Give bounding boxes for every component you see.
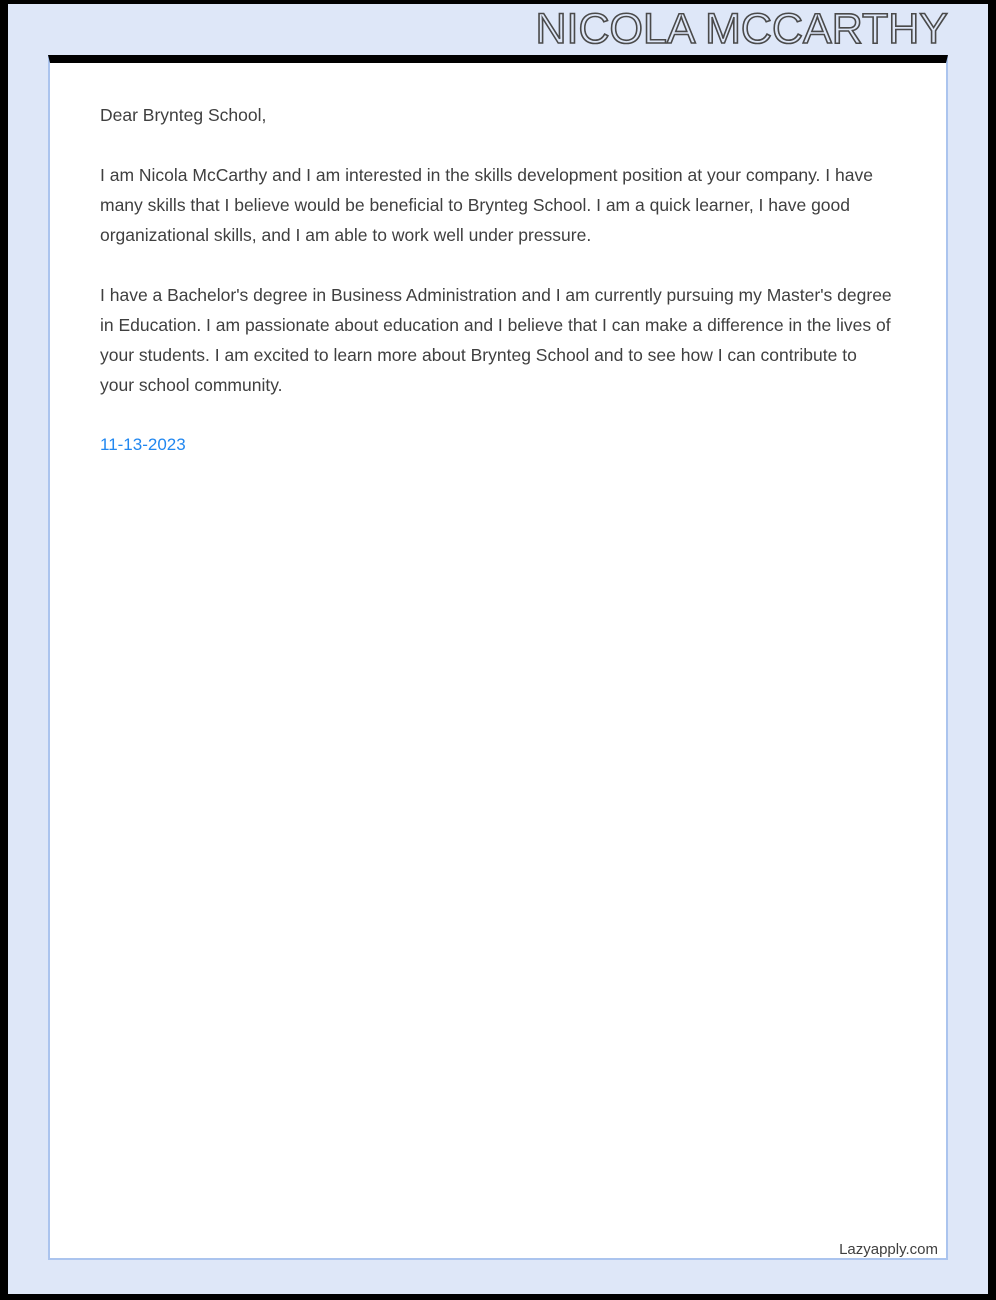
- letter-greeting: Dear Brynteg School,: [100, 105, 267, 125]
- letter-body: [50, 63, 946, 460]
- letter-paragraph-2: I have a Bachelor's degree in Business Administration and I am currently pursuing my Master's degree in Education. I am passionate about education and I believe that I can make a difference in the lives of your students. I am excited to learn more about Brynteg School and to see how I can contribute to your school community.: [100, 285, 892, 395]
- watermark-lazyapply: Lazyapply.com: [839, 1241, 938, 1258]
- letter-paragraph-1: I am Nicola McCarthy and I am interested in the skills development position at your company. I have many skills that I believe would be beneficial to Brynteg School. I am a quick learner, I have good organizational skills, and I am able to work well under pressure.: [100, 165, 873, 245]
- letter-sheet: [48, 55, 948, 1260]
- header-name: NICOLA MCCARTHY: [535, 5, 948, 53]
- letter-date: 11-13-2023: [100, 435, 186, 454]
- page-background: [8, 4, 988, 1294]
